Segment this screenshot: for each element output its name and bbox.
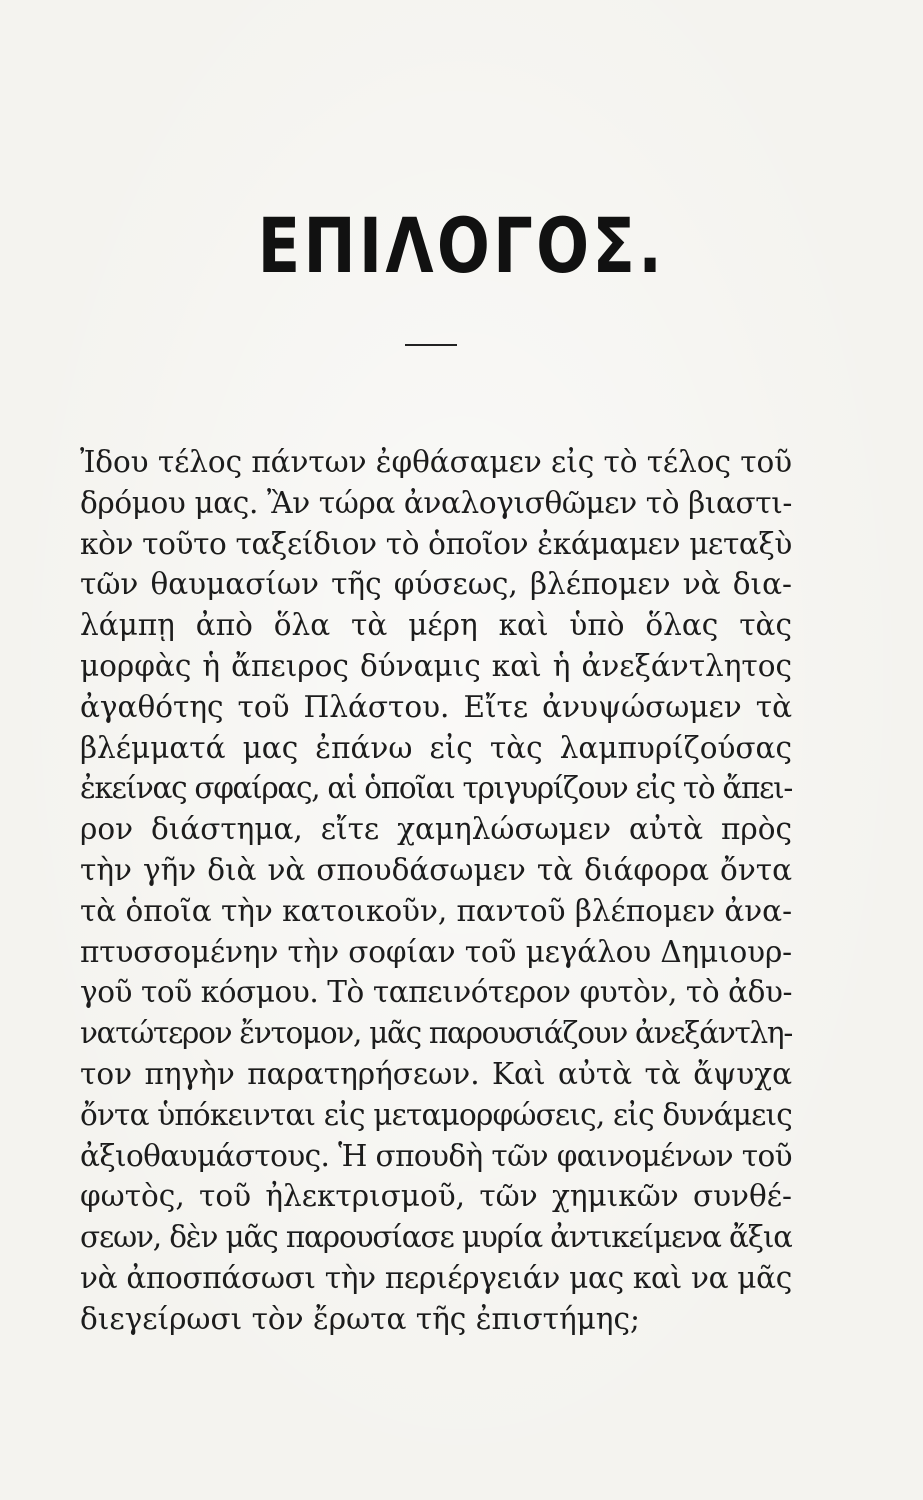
text-line: τὰ ὁποῖα τὴν κατοικοῦν, παντοῦ βλέπομεν ἀνα- [80, 893, 792, 928]
text-line: ἀγαθότης τοῦ Πλάστου. Εἴτε ἀνυψώσωμεν τὰ [80, 689, 792, 724]
text-line: σεων, δὲν μᾶς παρουσίασε μυρία ἀντικείμενα ἄξια [80, 1220, 792, 1255]
page-title: ΕΠΙΛΟΓΟΣ. [257, 201, 666, 290]
text-line: νὰ ἀποσπάσωσι τὴν περιέργειάν μας καὶ να μᾶς [80, 1260, 792, 1295]
text-line: λάμπῃ ἀπὸ ὅλα τὰ μέρη καὶ ὑπὸ ὅλας τὰς [80, 608, 792, 643]
text-line: διεγείρωσι τὸν ἔρωτα τῆς ἐπιστήμης; [80, 1301, 640, 1336]
epilogue-paragraph [80, 442, 792, 1340]
text-line: νατώτερον ἔντομον, μᾶς παρουσιάζουν ἀνεξάντλη- [80, 1016, 792, 1051]
text-line: τὴν γῆν διὰ νὰ σπουδάσωμεν τὰ διάφορα ὄντα [80, 852, 792, 887]
text-line: φωτὸς, τοῦ ἠλεκτρισμοῦ, τῶν χημικῶν συνθέ- [80, 1179, 792, 1214]
text-line: ἐκείνας σφαίρας, αἱ ὁποῖαι τριγυρίζουν εἰς τὸ ἄπει- [80, 771, 792, 806]
text-line: μορφὰς ἡ ἄπειρος δύναμις καὶ ἡ ἀνεξάντλητος [80, 648, 792, 683]
title-divider [405, 344, 457, 346]
text-line: γοῦ τοῦ κόσμου. Τὸ ταπεινότερον φυτὸν, τὸ ἀδυ- [80, 975, 792, 1010]
text-line: τον πηγὴν παρατηρήσεων. Καὶ αὐτὰ τὰ ἄψυχα [80, 1056, 792, 1091]
text-line: δρόμου μας. Ἂν τώρα ἀναλογισθῶμεν τὸ βιαστι- [80, 485, 792, 520]
text-line: ρον διάστημα, εἴτε χαμηλώσωμεν αὐτὰ πρὸς [80, 812, 792, 847]
text-line: Ἰδου τέλος πάντων ἐφθάσαμεν εἰς τὸ τέλος τοῦ [80, 445, 792, 479]
text-line: ὄντα ὑπόκεινται εἰς μεταμορφώσεις, εἰς δυνάμεις [80, 1097, 792, 1132]
text-line: κὸν τοῦτο ταξείδιον τὸ ὁποῖον ἐκάμαμεν μεταξὺ [80, 526, 792, 561]
text-line: ἀξιοθαυμάστους. Ἡ σπουδὴ τῶν φαινομένων τοῦ [80, 1138, 792, 1173]
text-line: τῶν θαυμασίων τῆς φύσεως, βλέπομεν νὰ δια- [80, 567, 792, 602]
text-line: βλέμματά μας ἐπάνω εἰς τὰς λαμπυρίζούσας [80, 730, 792, 765]
text-line: πτυσσομένην τὴν σοφίαν τοῦ μεγάλου Δημιουρ- [80, 934, 792, 969]
